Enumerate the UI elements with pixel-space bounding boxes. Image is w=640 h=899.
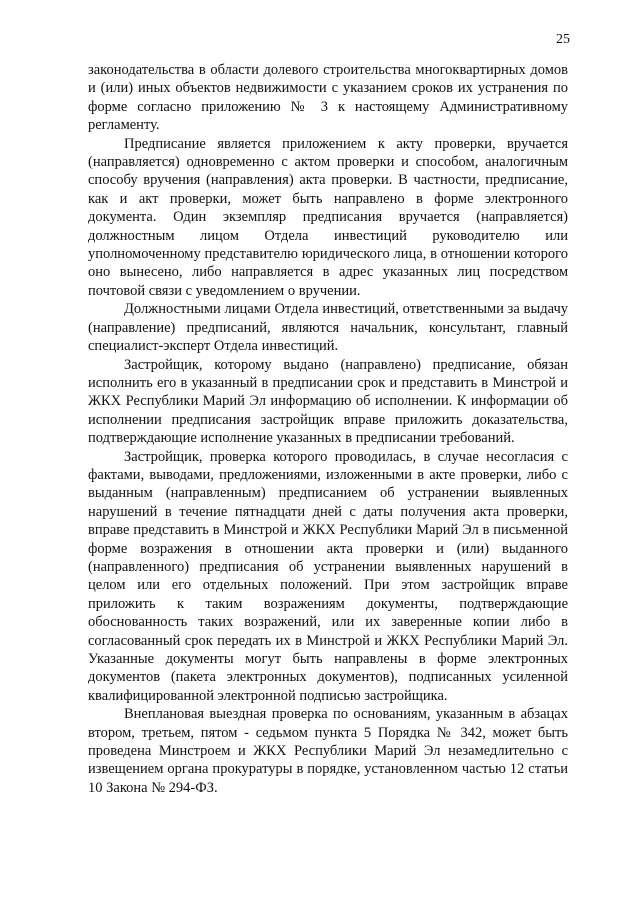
- document-body: [88, 61, 568, 797]
- page-number: 25: [556, 32, 570, 47]
- paragraph-developer-obligation: Застройщик, которому выдано (направлено) предписание, обязан исполнить его в указанный в предписании срок и представить в Минстрой и ЖКХ Республики Марий Эл информацию об исполнении. К информации об исполнении предписания застройщик вправе приложить доказательства, подтверждающие исполнение указанных в предписании требований.: [88, 356, 568, 447]
- paragraph-responsible-officials: Должностными лицами Отдела инвестиций, ответственными за выдачу (направление) предписаний, являются начальник, консультант, главный специалист-эксперт Отдела инвестиций.: [88, 301, 568, 355]
- paragraph-developer-objections: Застройщик, проверка которого проводилась, в случае несогласия с фактами, выводами, предложениями, изложенными в акте проверки, либо с выданным (направленным) предписанием об устранении выявленных нарушений в течение пятнадцати дней с даты получения акта проверки, вправе представить в Минстрой и ЖКХ Республики Марий Эл в письменной форме возражения в отношении акта проверки и (или) выданного (направленного) предписания об устранении выявленных нарушений в целом или его отдельных положений. При этом застройщик вправе приложить к таким возражениям документы, подтверждающие обоснованность таких возражений, или их заверенные копии либо в согласованный срок передать их в Минстрой и ЖКХ Республики Марий Эл. Указанные документы могут быть направлены в форме электронных документов (пакета электронных документов), подписанных усиленной квалифицированной электронной подписью застройщика.: [88, 448, 568, 704]
- paragraph-continuation: законодательства в области долевого строительства многоквартирных домов и (или) иных объектов недвижимости с указанием сроков их устранения по форме согласно приложению № 3 к настоящему Административному регламенту.: [88, 62, 568, 134]
- paragraph-unscheduled-inspection: Внеплановая выездная проверка по основаниям, указанным в абзацах втором, третьем, пятом - седьмом пункта 5 Порядка № 342, может быть проведена Минстроем и ЖКХ Республики Марий Эл незамедлительно с извещением органа прокуратуры в порядке, установленном частью 12 статьи 10 Закона № 294-ФЗ.: [88, 706, 568, 796]
- paragraph-prescription-delivery: Предписание является приложением к акту проверки, вручается (направляется) одновременно с актом проверки и способом, аналогичным способу вручения (направления) акта проверки. В частности, предписание, как и акт проверки, может быть направлено в форме электронного документа. Один экземпляр предписания вручается (направляется) должностным лицом Отдела инвестиций руководителю или уполномоченному представителю юридического лица, в отношении которого оно вынесено, либо направляется в адрес указанных лиц посредством почтовой связи с уведомлением о вручении.: [88, 135, 568, 299]
